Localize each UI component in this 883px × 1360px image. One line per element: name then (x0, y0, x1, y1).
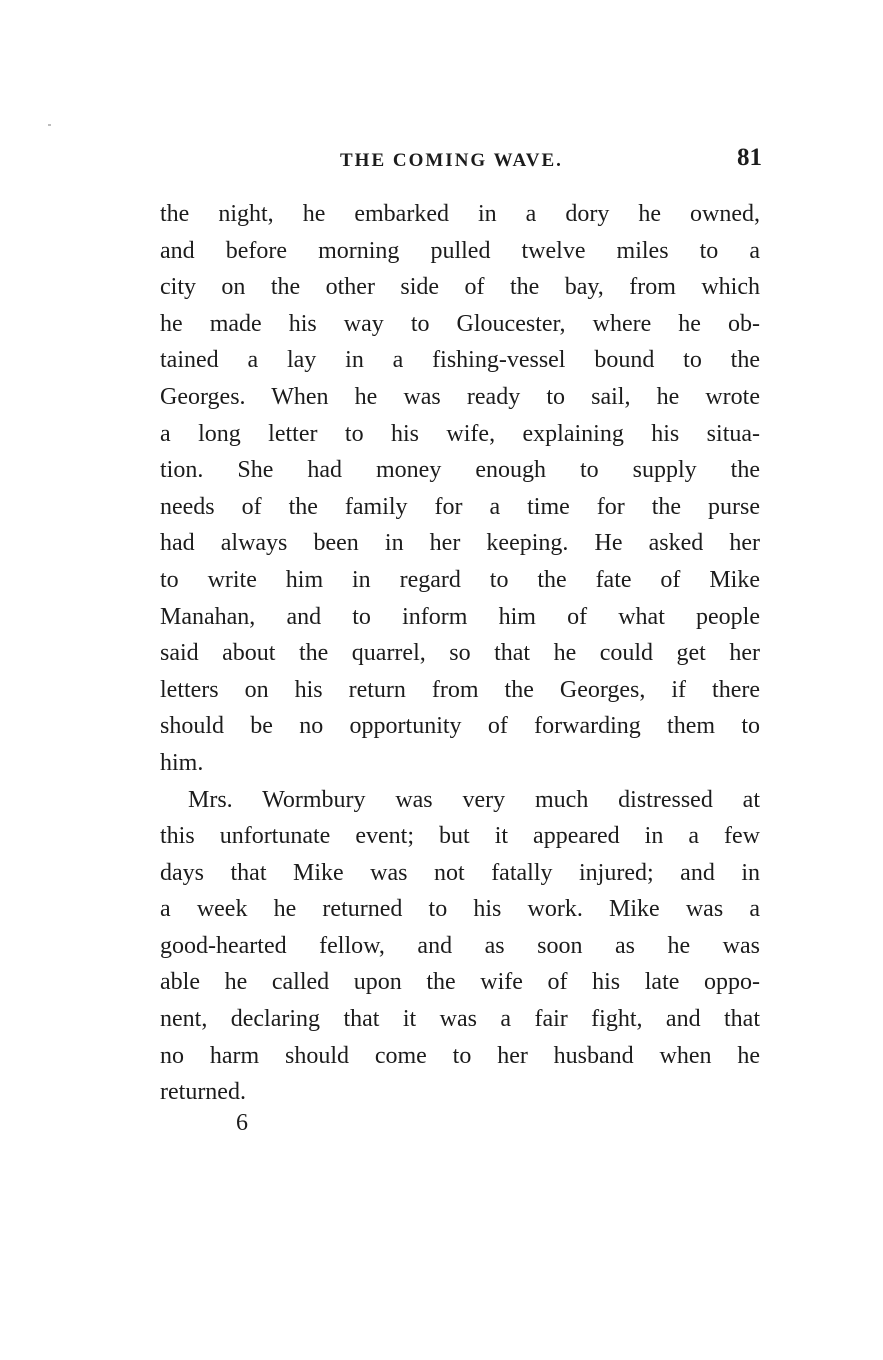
text-line: needs of the family for a time for the purse (160, 493, 760, 520)
paragraph-2 (160, 782, 760, 1111)
text-line: the night, he embarked in a dory he owned, (160, 201, 760, 227)
text-line: returned. (160, 1079, 246, 1106)
text-line: Mrs. Wormbury was very much distressed at (188, 786, 760, 813)
text-line: and before morning pulled twelve miles to a (160, 237, 760, 264)
text-line: nent, declaring that it was a fair fight, and that (160, 1006, 760, 1033)
signature-mark: 6 (236, 1110, 248, 1136)
paragraph-1 (160, 196, 760, 782)
text-line: he made his way to Gloucester, where he ob- (160, 310, 760, 337)
text-line: said about the quarrel, so that he could get her (160, 640, 760, 667)
text-line: a long letter to his wife, explaining his situa- (160, 420, 760, 447)
text-line: Georges. When he was ready to sail, he wrote (160, 383, 760, 410)
text-line: good-hearted fellow, and as soon as he was (160, 932, 760, 959)
text-line: to write him in regard to the fate of Mike (160, 566, 760, 593)
running-title: THE COMING WAVE. (340, 150, 563, 171)
text-line: letters on his return from the Georges, if there (160, 676, 760, 703)
text-line: this unfortunate event; but it appeared in a few (160, 823, 760, 850)
text-line: tained a lay in a fishing-vessel bound to the (160, 347, 760, 374)
scan-speck (48, 124, 51, 126)
page-number: 81 (737, 144, 762, 171)
text-line: him. (160, 749, 204, 776)
text-line: no harm should come to her husband when he (160, 1042, 760, 1069)
text-line: Manahan, and to inform him of what people (160, 603, 760, 630)
text-line: city on the other side of the bay, from which (160, 274, 760, 301)
text-line: tion. She had money enough to supply the (160, 457, 760, 484)
running-head (160, 142, 762, 182)
text-line: able he called upon the wife of his late oppo- (160, 969, 760, 996)
text-line: had always been in her keeping. He asked her (160, 530, 760, 557)
text-line: days that Mike was not fatally injured; and in (160, 859, 760, 886)
text-line: a week he returned to his work. Mike was a (160, 896, 760, 923)
text-line: should be no opportunity of forwarding them to (160, 713, 760, 740)
body-text (160, 196, 760, 1111)
